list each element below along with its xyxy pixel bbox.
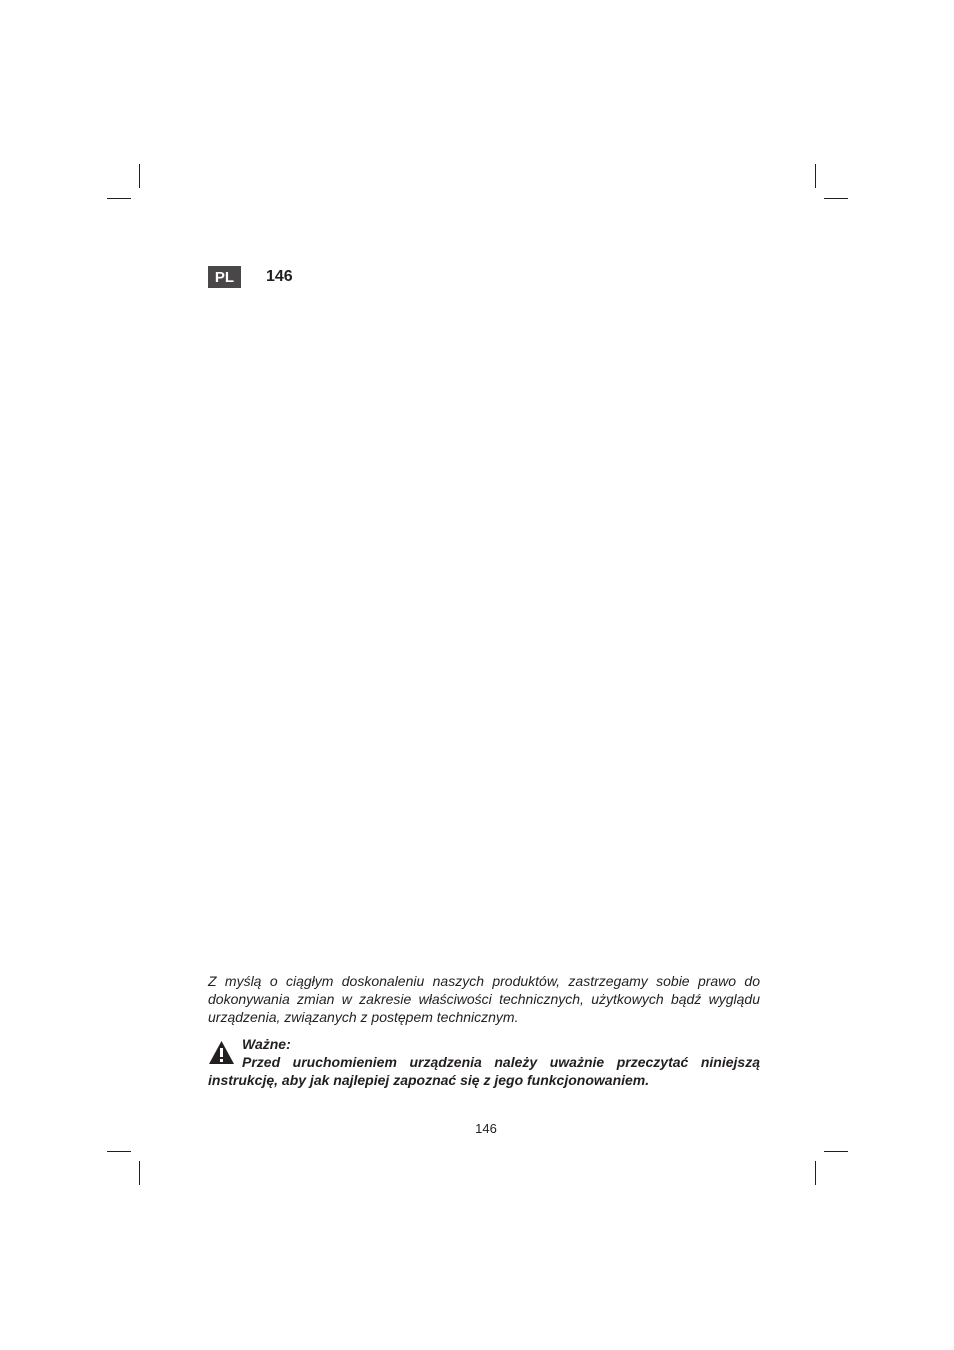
crop-mark-bottom-left-vertical <box>139 1161 140 1185</box>
crop-mark-bottom-left-horizontal <box>107 1151 131 1152</box>
footer-page-number: 146 <box>475 1121 497 1136</box>
crop-mark-bottom-right-vertical <box>815 1161 816 1185</box>
crop-mark-top-right-vertical <box>815 164 816 188</box>
crop-mark-top-right-horizontal <box>824 198 848 199</box>
page-header <box>208 266 293 288</box>
disclaimer-paragraph: Z myślą o ciągłym doskonaleniu naszych produktów, zastrzegamy sobie prawo do dokonywania zmian w zakresie właściwości technicznych, użytkowych bądź wyglądu urządzenia, związanych z postępem technicznym. <box>208 973 760 1025</box>
crop-mark-top-left-horizontal <box>107 198 131 199</box>
crop-mark-bottom-right-horizontal <box>824 1151 848 1152</box>
notice-text: Przed uruchomieniem urządzenia należy uważnie przeczytać niniejszą instrukcję, aby jak najlepiej zapoznać się z jego funkcjonowaniem. <box>208 1054 760 1088</box>
important-notice <box>208 1036 760 1089</box>
language-badge: PL <box>208 266 241 288</box>
header-page-number: 146 <box>266 268 293 285</box>
warning-icon <box>208 1040 235 1065</box>
crop-mark-top-left-vertical <box>139 164 140 188</box>
notice-title: Ważne: <box>242 1036 291 1052</box>
